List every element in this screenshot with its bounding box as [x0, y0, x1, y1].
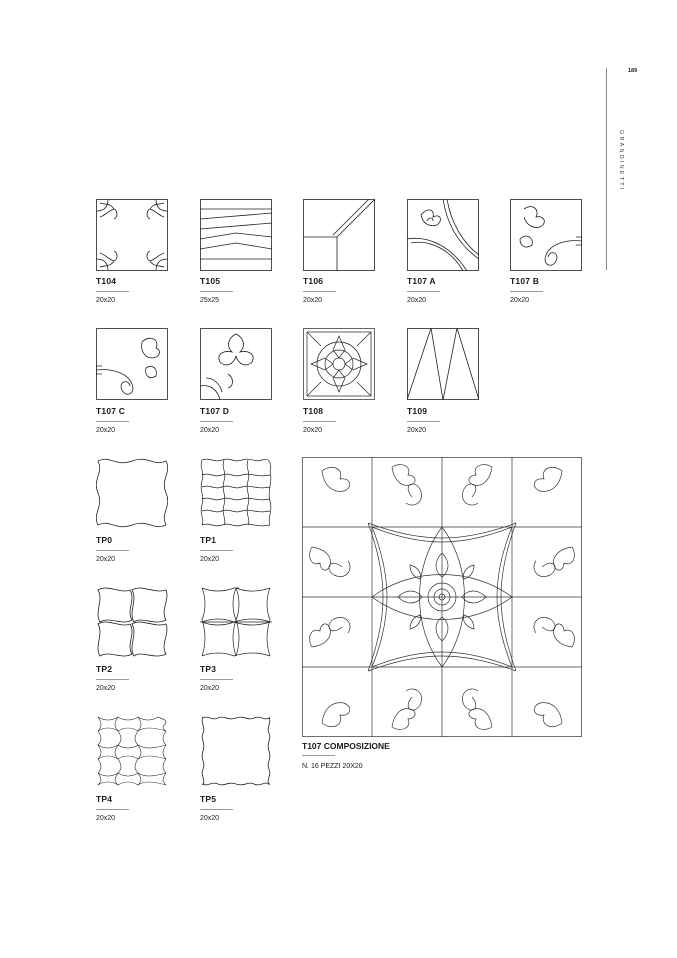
- tile-t109[interactable]: [407, 328, 479, 400]
- tile-t108[interactable]: [303, 328, 375, 400]
- tile-tp3[interactable]: [200, 586, 272, 658]
- tile-t107b[interactable]: [510, 199, 582, 271]
- tile-t107a-code: T107 A: [407, 276, 436, 286]
- divider: [200, 291, 233, 292]
- tile-t106-code: T106: [303, 276, 324, 286]
- tile-t106[interactable]: [303, 199, 375, 271]
- tile-t104-code: T104: [96, 276, 117, 286]
- tile-tp1-drawing: [200, 457, 272, 529]
- tile-tp4[interactable]: [96, 715, 168, 787]
- tile-tp0-drawing: [96, 457, 168, 529]
- tile-t107b-size: 20x20: [510, 297, 530, 304]
- tile-tp0-code: TP0: [96, 535, 113, 545]
- tile-tp3-size: 20x20: [200, 685, 220, 692]
- tile-t107b-code: T107 B: [510, 276, 540, 286]
- tile-t105[interactable]: [200, 199, 272, 271]
- tile-t105-size: 25x25: [200, 297, 220, 304]
- tile-t105-drawing: [200, 199, 272, 271]
- tile-tp5-code: TP5: [200, 794, 217, 804]
- divider: [303, 421, 336, 422]
- tile-t105-code: T105: [200, 276, 221, 286]
- divider: [96, 550, 129, 551]
- tile-t108-drawing: [303, 328, 375, 400]
- tile-tp4-code: TP4: [96, 794, 113, 804]
- tile-tp5-drawing: [200, 715, 272, 787]
- tile-tp1-code: TP1: [200, 535, 217, 545]
- composition-drawing: [302, 457, 582, 737]
- divider: [303, 291, 336, 292]
- divider: [200, 679, 233, 680]
- divider: [96, 291, 129, 292]
- divider: [407, 421, 440, 422]
- tile-t107b-drawing: [510, 199, 582, 271]
- tile-t107d-drawing: [200, 328, 272, 400]
- tile-tp2-drawing: [96, 586, 168, 658]
- tile-t108-code: T108: [303, 406, 324, 416]
- side-rule: [606, 68, 607, 270]
- divider: [200, 421, 233, 422]
- tile-t107c-code: T107 C: [96, 406, 126, 416]
- tile-tp1-size: 20x20: [200, 556, 220, 563]
- tile-t108-size: 20x20: [303, 427, 323, 434]
- tile-t109-code: T109: [407, 406, 428, 416]
- divider: [96, 809, 129, 810]
- tile-t104-size: 20x20: [96, 297, 116, 304]
- tile-tp5-size: 20x20: [200, 815, 220, 822]
- tile-t107a-drawing: [407, 199, 479, 271]
- tile-t107a[interactable]: [407, 199, 479, 271]
- divider: [510, 291, 543, 292]
- tile-tp4-size: 20x20: [96, 815, 116, 822]
- divider: [96, 679, 129, 680]
- tile-tp0-size: 20x20: [96, 556, 116, 563]
- tile-t109-size: 20x20: [407, 427, 427, 434]
- divider: [200, 550, 233, 551]
- tile-t109-drawing: [407, 328, 479, 400]
- tile-t107d-code: T107 D: [200, 406, 230, 416]
- tile-t106-size: 20x20: [303, 297, 323, 304]
- tile-t107c-size: 20x20: [96, 427, 116, 434]
- tile-t104-drawing: [96, 199, 168, 271]
- tile-tp3-code: TP3: [200, 664, 217, 674]
- tile-tp3-drawing: [200, 586, 272, 658]
- tile-t106-drawing: [303, 199, 375, 271]
- composition-panel[interactable]: [302, 457, 582, 737]
- divider: [302, 755, 335, 756]
- tile-t107c-drawing: [96, 328, 168, 400]
- tile-tp1[interactable]: [200, 457, 272, 529]
- tile-t104[interactable]: [96, 199, 168, 271]
- tile-tp0[interactable]: [96, 457, 168, 529]
- divider: [96, 421, 129, 422]
- tile-t107d-size: 20x20: [200, 427, 220, 434]
- tile-tp5[interactable]: [200, 715, 272, 787]
- tile-tp2[interactable]: [96, 586, 168, 658]
- tile-t107a-size: 20x20: [407, 297, 427, 304]
- tile-tp2-size: 20x20: [96, 685, 116, 692]
- divider: [200, 809, 233, 810]
- section-title: GRANDINETTI: [618, 130, 624, 192]
- divider: [407, 291, 440, 292]
- tile-t107d[interactable]: [200, 328, 272, 400]
- composition-subtitle: N. 16 PEZZI 20X20: [302, 763, 363, 770]
- tile-t107c[interactable]: [96, 328, 168, 400]
- tile-tp2-code: TP2: [96, 664, 113, 674]
- page-number: 189: [628, 68, 638, 74]
- composition-title: T107 COMPOSIZIONE: [302, 741, 390, 751]
- tile-tp4-drawing: [96, 715, 168, 787]
